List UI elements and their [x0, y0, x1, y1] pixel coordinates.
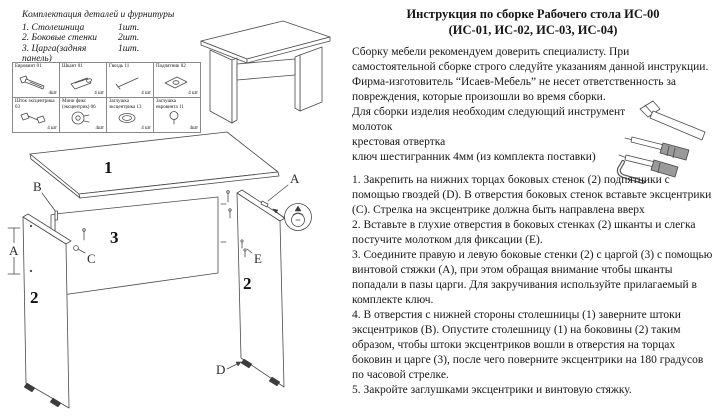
hardware-label: Заглушка эксцентрика 13	[109, 99, 142, 110]
assembly-step-3: 3. Соедините правую и левую боковые стенки (2) с царгой (3) с помощью винтовой стяжки (А), при этом обращая внимание чтобы шканты попадали в пазы царги. Для закручивания используйте прилагаемый в комплекте ключ.	[352, 249, 713, 306]
callout-e: E	[254, 251, 262, 266]
kit-list	[22, 10, 194, 65]
assembly-step-5: 5. Закройте заглушками эксцентрики и винтовую стяжку.	[352, 384, 632, 396]
hardware-label: Шток эксцентрика 03	[15, 99, 55, 110]
euro-screw-icon	[16, 75, 52, 91]
assembly-step-4: 4. В отверстия с нижней стороны столешницы (1) заверните штоки эксцентриков (В). Опустите столешницу (1) на боковины (2) таким образом, чтобы штоки эксцентриков вошли в отверстия на торцах боковин и царге (3), после чего поверните эксцентрики на 180 градусов по часовой стрелке.	[352, 309, 704, 381]
screw-cap-icon	[157, 110, 193, 126]
page-title-line2: (ИС-01, ИС-02, ИС-03, ИС-04)	[448, 23, 618, 37]
exploded-diagram	[0, 127, 350, 417]
kit-item-qty: 2шт.	[118, 33, 140, 43]
cam-lock-icon	[63, 110, 99, 126]
nail-icon	[110, 75, 146, 91]
kit-item	[22, 33, 194, 44]
footpad-icon	[157, 75, 193, 91]
hardware-qty: 4шт	[189, 126, 198, 131]
dowel-icon	[63, 75, 99, 91]
kit-list-title: Комплектация деталей и фурнитуры	[22, 10, 175, 20]
callout-a-left: A	[9, 243, 19, 258]
tool-item: молоток	[352, 121, 393, 133]
hardware-label: Шкант 01	[62, 64, 83, 69]
page-title	[352, 6, 714, 38]
cam-stud-icon	[16, 110, 52, 126]
hardware-qty: 4 шт	[47, 126, 57, 131]
callout-b: B	[33, 179, 42, 194]
hardware-label: Мини фикс (эксцентрик) 06	[62, 99, 96, 110]
hardware-qty: 4 шт	[94, 91, 104, 96]
hardware-table	[12, 62, 201, 133]
instruction-text-column	[352, 6, 714, 398]
part-label-side-left: 2	[30, 288, 39, 307]
part-label-side-right: 2	[243, 274, 252, 293]
intro-paragraph-1: Сборку мебели рекомендуем доверить специалисту. При самостоятельной сборке строго следуйте указаниям данной инструкции.	[352, 46, 709, 73]
hardware-qty: 4шт	[95, 126, 104, 131]
kit-item-name: 1. Столешница	[22, 22, 85, 33]
hardware-cell	[107, 63, 154, 98]
callout-a-top: A	[290, 171, 300, 186]
hardware-qty: 4шт	[48, 91, 57, 96]
assembled-desk-drawing	[195, 14, 335, 126]
tool-item: ключ шестигранник 4мм (из комплекта поставки)	[352, 151, 596, 163]
hardware-cell	[154, 63, 201, 98]
hardware-qty: 4 шт	[141, 91, 151, 96]
hardware-qty: 4 шт	[188, 91, 198, 96]
part-label-tabletop: 1	[104, 158, 113, 177]
tool-item: крестовая отвертка	[352, 136, 446, 148]
hardware-cell	[13, 63, 60, 98]
hardware-label: Гвоздь 11	[109, 64, 130, 69]
part-label-back: 3	[110, 228, 119, 247]
assembly-step-2: 2. Вставьте в глухие отверстия в боковых стенках (2) шканты и слегка постучите молотком для фиксации (Е).	[352, 219, 696, 246]
kit-item-name: 3. Царга(задняя панель)	[22, 43, 87, 64]
hardware-label: Подпятник 02	[156, 64, 186, 69]
page-title-line1: Инструкция по сборке Рабочего стола ИС-00	[406, 7, 660, 21]
hardware-cell	[60, 63, 107, 98]
kit-item-name: 2. Боковые стенки	[22, 33, 98, 43]
kit-item-qty: 1шт.	[118, 43, 140, 54]
callout-d: D	[216, 362, 226, 377]
tools-intro: Для сборки изделия необходим следующий инструмент	[352, 106, 626, 118]
kit-item-qty: 1шт.	[118, 22, 140, 33]
assembly-step-1: 1. Закрепить на нижних торцах боковых стенок (2) подпятники с помощью гвоздей (D). В отверстия боковых стенок вставьте эксцентрики (С). Стрелка на эксцентрике должна быть направлена вверх	[352, 174, 712, 216]
hardware-qty: 4 шт	[141, 126, 151, 131]
hardware-label: Евровинт 01	[15, 64, 42, 69]
cam-cap-icon	[110, 110, 146, 126]
kit-item	[22, 23, 194, 34]
intro-paragraph-2: Фирма-изготовитель “Исаев-Мебель” не несет ответственность за повреждения, которые произошли во время сборки.	[352, 76, 676, 103]
hardware-label: Заглушка евровинта 11	[156, 99, 184, 110]
assembly-steps	[352, 173, 714, 398]
callout-c: C	[87, 251, 96, 266]
